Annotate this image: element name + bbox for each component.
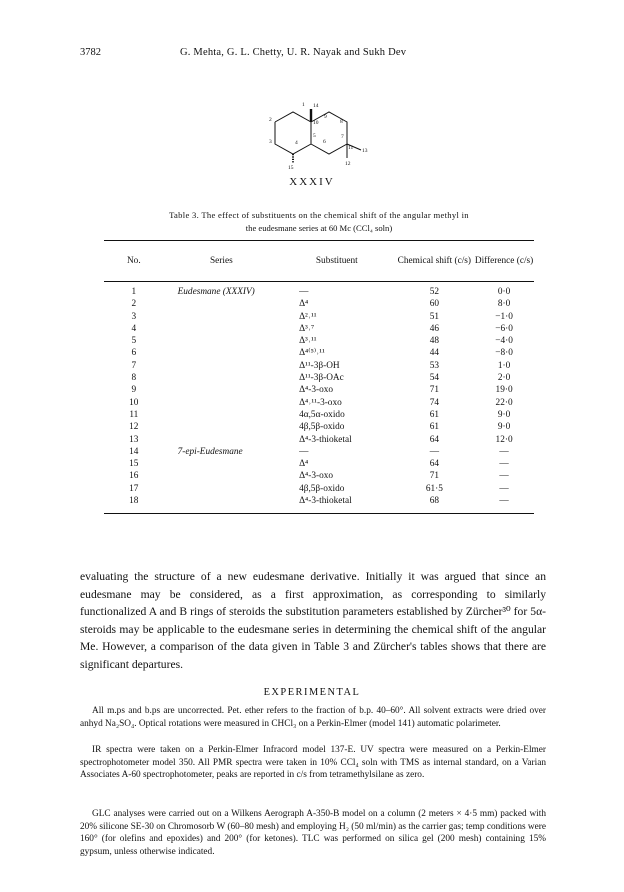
cell-difference: 19·0 — [495, 385, 513, 396]
cell-chemical-shift: 71 — [429, 471, 439, 482]
atom-number: 3 — [269, 139, 272, 145]
cell-no: 5 — [131, 336, 137, 347]
table-caption-line-1: Table 3. The effect of substituents on the chemical shift of the angular methyl in — [169, 210, 469, 220]
table-row — [104, 298, 534, 310]
cell-chemical-shift: 46 — [429, 323, 439, 334]
atom-number: 4 — [295, 140, 298, 146]
cell-no: 8 — [131, 373, 137, 384]
cell-chemical-shift: 44 — [429, 348, 439, 359]
table-caption — [104, 209, 534, 235]
atom-number: 11 — [348, 145, 354, 151]
cell-no: 12 — [129, 422, 139, 433]
cell-difference: — — [499, 496, 509, 507]
cell-series — [164, 397, 279, 409]
cell-difference: −8·0 — [495, 348, 513, 359]
body-paragraph: evaluating the structure of a new eudesmane derivative. Initially it was argued that since an eudesmane may be considered, as a first approximation, as corresponding to similarly functionalized A and B rings of steroids the substitution parameters established by Zürcher³⁰ for 5α-steroids may be applicable to the eudesmane series in determining the chemical shift of the angular Me. However, a comparison of the data given in Table 3 and Zürcher's tables shows that there are significant departures. — [80, 570, 546, 671]
experimental-text: All m.ps and b.ps are uncorrected. Pet. ether refers to the fraction of b.p. 40–60°. All solvent extracts were dried over anhyd Na₂SO₄. Optical rotations were measured in CHCl₃ on a Perkin-Elmer (model 141) automatic polarimeter. — [80, 706, 546, 729]
cell-series: 7-epi-Eudesmane — [177, 446, 243, 457]
cell-difference: 2·0 — [497, 373, 511, 384]
atom-number: 5 — [313, 133, 316, 139]
cell-difference: −6·0 — [495, 323, 513, 334]
cell-difference: −1·0 — [495, 311, 513, 322]
cell-substituent: 4β,5β-oxido — [299, 422, 345, 433]
cell-difference: 8·0 — [497, 299, 511, 310]
cell-series — [164, 335, 279, 347]
cell-series — [164, 495, 279, 514]
cell-series — [164, 323, 279, 335]
cell-substituent: Δ⁴-3-oxo — [299, 471, 334, 482]
cell-difference: 12·0 — [495, 434, 513, 445]
cell-chemical-shift: 54 — [429, 373, 439, 384]
atom-number: 8 — [340, 119, 343, 125]
cell-no: 16 — [129, 471, 139, 482]
cell-chemical-shift: 61 — [429, 409, 439, 420]
chemical-shift-table — [104, 240, 534, 514]
table-header-row — [104, 241, 534, 282]
header-substituent: Substituent — [315, 256, 358, 266]
cell-series — [164, 384, 279, 396]
cell-substituent: Δ⁴⁽⁵⁾˒¹¹ — [299, 348, 325, 359]
cell-difference: — — [499, 446, 509, 457]
cell-chemical-shift: 64 — [429, 459, 439, 470]
experimental-paragraph-1 — [80, 705, 546, 730]
table-row — [104, 282, 534, 299]
cell-no: 3 — [131, 311, 137, 322]
cell-difference: 1·0 — [497, 360, 511, 371]
atom-number: 9 — [324, 114, 327, 120]
page-number: 3782 — [80, 47, 101, 58]
header-series: Series — [209, 256, 233, 266]
experimental-text: IR spectra were taken on a Perkin-Elmer Infracord model 137-E. UV spectra were measured on a Perkin-Elmer spectrophotometer model 350. All PMR spectra were taken in 10% CCl₄ soln with TMS as internal standard, on a Varian Associates A-60 spectrophotometer, peaks are reported in c/s from tetramethylsilane as zero. — [80, 745, 546, 781]
table-row — [104, 483, 534, 495]
cell-substituent: Δ³˒¹¹ — [299, 336, 317, 347]
cell-substituent: Δ⁴-3-thioketal — [299, 496, 352, 507]
table-row — [104, 372, 534, 384]
cell-series — [164, 434, 279, 446]
cell-no: 4 — [131, 323, 137, 334]
cell-no: 9 — [131, 385, 137, 396]
cell-chemical-shift: 61 — [429, 422, 439, 433]
cell-no: 18 — [129, 496, 139, 507]
eudesmane-structure-diagram — [255, 100, 375, 170]
cell-substituent: 4α,5α-oxido — [299, 409, 345, 420]
experimental-paragraph-3 — [80, 808, 546, 859]
cell-series — [164, 421, 279, 433]
table-row — [104, 421, 534, 433]
table-row — [104, 409, 534, 421]
cell-chemical-shift: 68 — [429, 496, 439, 507]
section-title: EXPERIMENTAL — [263, 687, 361, 698]
cell-no: 11 — [129, 409, 139, 420]
cell-no: 14 — [129, 446, 139, 457]
cell-chemical-shift: 61·5 — [425, 483, 443, 494]
cell-series — [164, 409, 279, 421]
cell-chemical-shift: 71 — [429, 385, 439, 396]
cell-difference: — — [499, 459, 509, 470]
cell-series: Eudesmane (XXXIV) — [177, 287, 255, 297]
cell-substituent: Δ⁴ — [299, 459, 309, 470]
cell-no: 10 — [129, 397, 139, 408]
cell-substituent: Δ⁴˒¹¹-3-oxo — [299, 397, 342, 408]
cell-series — [164, 360, 279, 372]
header-chemical-shift: Chemical shift (c/s) — [397, 256, 471, 266]
cell-difference: — — [499, 483, 509, 494]
atom-number: 1 — [302, 102, 305, 108]
cell-series — [164, 483, 279, 495]
header-no: No. — [126, 256, 141, 266]
cell-chemical-shift: — — [429, 446, 439, 457]
running-authors: G. Mehta, G. L. Chetty, U. R. Nayak and Sukh Dev — [180, 47, 407, 58]
experimental-text: GLC analyses were carried out on a Wilkens Aerograph A-350-B model on a column (2 meters × 4·5 mm) packed with 20% silicone SE-30 on Chromosorb W (60–80 mesh) and employing H₂ (50 ml/min) as the carrier gas; temp conditions were 160° (for olefins and epoxides) and 200° (for ketones). TLC was performed on silica gel (200 mesh) containing 15% gypsum, unless otherwise indicated. — [80, 809, 546, 858]
atom-number: 2 — [269, 117, 272, 123]
table-row — [104, 397, 534, 409]
atom-number: 15 — [288, 165, 294, 170]
cell-substituent: — — [299, 287, 309, 297]
atom-number: 10 — [313, 120, 319, 126]
cell-chemical-shift: 53 — [429, 360, 439, 371]
compound-label: XXXIV — [289, 176, 335, 188]
cell-difference: — — [499, 471, 509, 482]
cell-substituent: Δ³˒⁷ — [299, 323, 315, 334]
cell-series — [164, 347, 279, 359]
cell-difference: 22·0 — [495, 397, 513, 408]
cell-no: 7 — [131, 360, 137, 371]
cell-no: 1 — [131, 287, 137, 297]
cell-no: 6 — [131, 348, 137, 359]
cell-difference: −4·0 — [495, 336, 513, 347]
cell-substituent: Δ⁴-3-oxo — [299, 385, 334, 396]
cell-chemical-shift: 51 — [429, 311, 439, 322]
atom-number: 13 — [362, 148, 368, 154]
table-caption-line-2: the eudesmane series at 60 Mc (CCl₄ soln) — [245, 223, 393, 233]
cell-chemical-shift: 52 — [429, 287, 439, 297]
cell-chemical-shift: 48 — [429, 336, 439, 347]
cell-substituent: — — [299, 446, 309, 457]
table-row — [104, 323, 534, 335]
table-row — [104, 335, 534, 347]
cell-substituent: 4β,5β-oxido — [299, 483, 345, 494]
table-row — [104, 458, 534, 470]
cell-substituent: Δ⁴ — [299, 299, 309, 310]
cell-no: 17 — [129, 483, 139, 494]
cell-substituent: Δ⁴-3-thioketal — [299, 434, 352, 445]
table-row — [104, 384, 534, 396]
cell-difference: 9·0 — [497, 409, 511, 420]
cell-substituent: Δ²˒¹¹ — [299, 311, 317, 322]
table-row — [104, 470, 534, 482]
cell-chemical-shift: 60 — [429, 299, 439, 310]
cell-no: 2 — [131, 299, 137, 310]
atom-number: 12 — [345, 161, 351, 167]
table-row — [104, 434, 534, 446]
table-row — [104, 360, 534, 372]
cell-no: 13 — [129, 434, 139, 445]
cell-series — [164, 458, 279, 470]
cell-series — [164, 372, 279, 384]
cell-series — [164, 298, 279, 310]
experimental-paragraph-2 — [80, 744, 546, 782]
atom-number: 7 — [341, 134, 344, 140]
table-row — [104, 311, 534, 323]
table-body — [104, 282, 534, 514]
cell-difference: 9·0 — [497, 422, 511, 433]
header-difference: Difference (c/s) — [474, 256, 534, 266]
cell-substituent: Δ¹¹-3β-OAc — [299, 373, 344, 384]
cell-chemical-shift: 74 — [429, 397, 439, 408]
table-row — [104, 446, 534, 458]
table-row — [104, 347, 534, 359]
cell-no: 15 — [129, 459, 139, 470]
cell-substituent: Δ¹¹-3β-OH — [299, 360, 340, 371]
table-row — [104, 495, 534, 514]
cell-chemical-shift: 64 — [429, 434, 439, 445]
atom-number: 14 — [313, 103, 319, 109]
atom-number: 6 — [323, 139, 326, 145]
cell-difference: 0·0 — [497, 287, 511, 297]
cell-series — [164, 311, 279, 323]
cell-series — [164, 470, 279, 482]
